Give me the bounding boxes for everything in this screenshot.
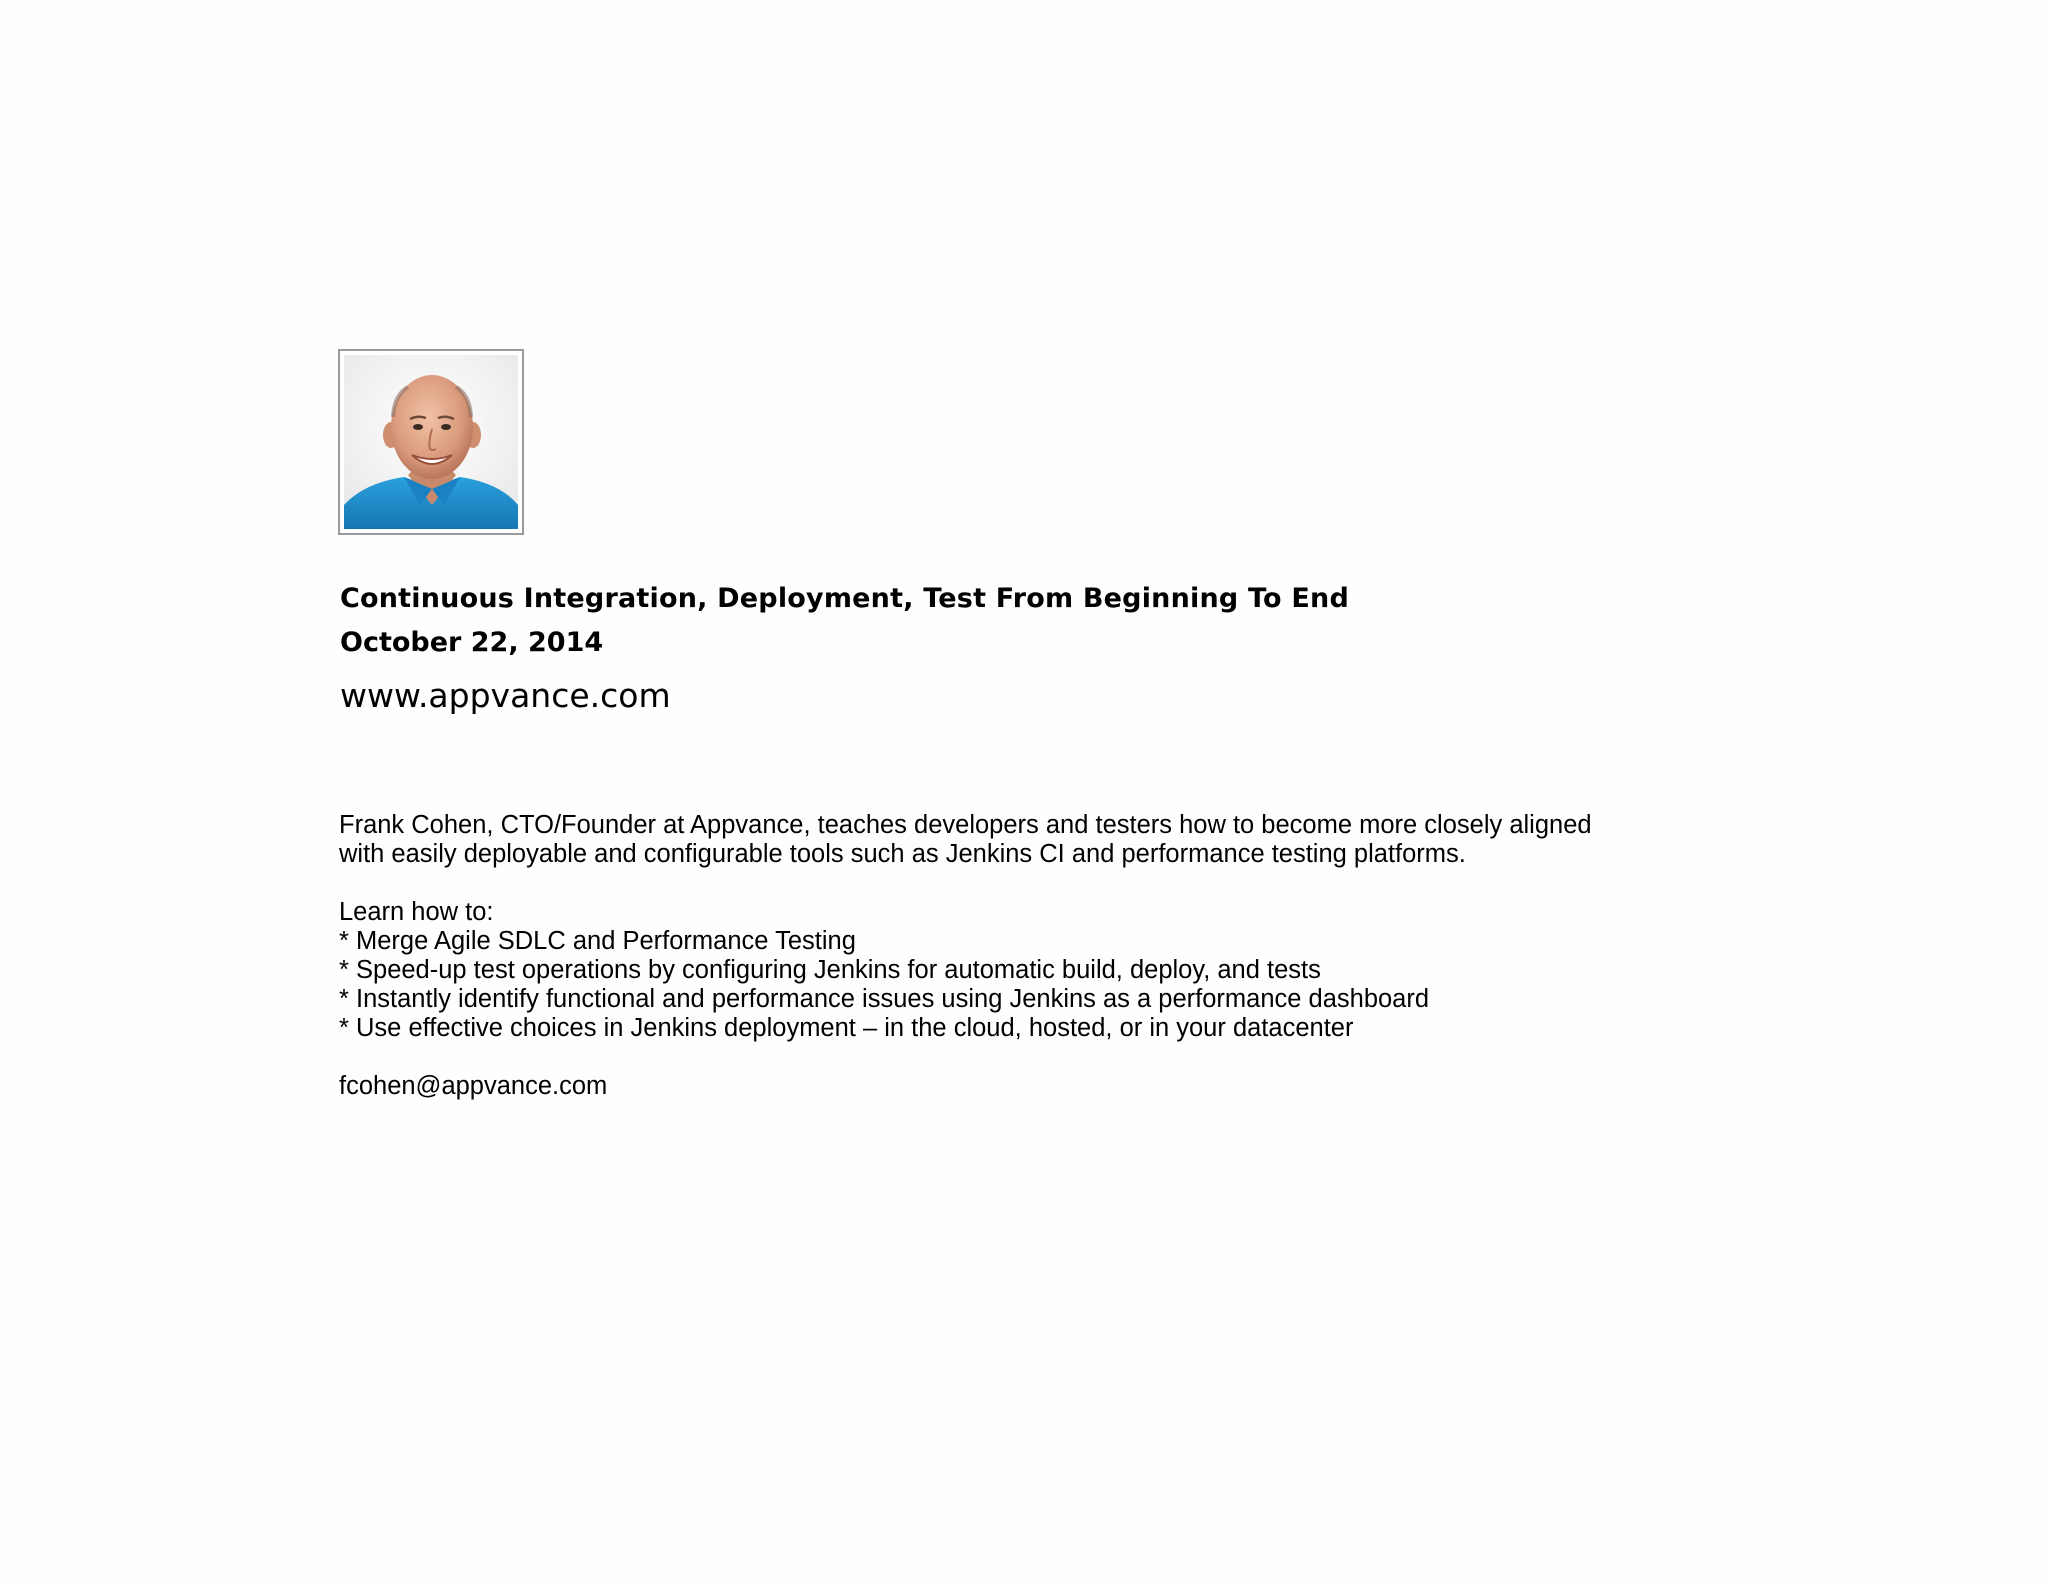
intro-line: Frank Cohen, CTO/Founder at Appvance, teaches developers and testers how to become more closely aligned xyxy=(339,811,1592,839)
paragraph-gap xyxy=(339,1043,1639,1072)
intro-line: with easily deployable and configurable tools such as Jenkins CI and performance testing platforms. xyxy=(339,840,1466,868)
speaker-photo-frame xyxy=(338,349,524,535)
presentation-title: Continuous Integration, Deployment, Test From Beginning To End xyxy=(340,583,1349,614)
bullet-item: * Merge Agile SDLC and Performance Testing xyxy=(339,927,856,955)
paragraph-gap xyxy=(339,869,1639,898)
bullet-item: * Use effective choices in Jenkins deployment – in the cloud, hosted, or in your datacenter xyxy=(339,1014,1354,1042)
bullet-item: * Speed-up test operations by configuring Jenkins for automatic build, deploy, and tests xyxy=(339,956,1321,984)
presentation-date: October 22, 2014 xyxy=(340,627,604,658)
learn-heading: Learn how to: xyxy=(339,898,494,926)
bullet-item: * Instantly identify functional and performance issues using Jenkins as a performance dashboard xyxy=(339,985,1430,1013)
description-block xyxy=(339,811,1639,1101)
speaker-photo xyxy=(344,355,518,529)
email-link[interactable]: fcohen@appvance.com xyxy=(339,1072,608,1100)
website-link[interactable]: www.appvance.com xyxy=(340,676,671,715)
